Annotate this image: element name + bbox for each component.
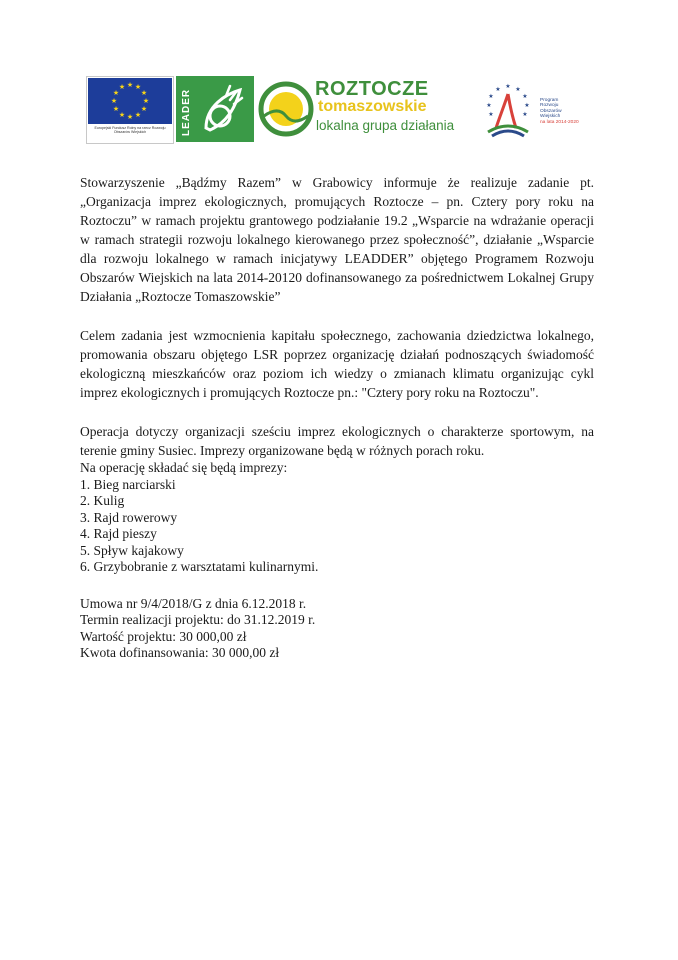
svg-text:★: ★ xyxy=(112,89,120,97)
logo-bar xyxy=(86,74,596,144)
funding-amount: Kwota dofinansowania: 30 000,00 zł xyxy=(80,645,280,660)
svg-text:★: ★ xyxy=(495,87,501,93)
prow-emblem-icon xyxy=(478,76,538,142)
lgd-title: ROZTOCZE xyxy=(315,78,429,100)
svg-text:★: ★ xyxy=(140,105,148,113)
svg-text:★: ★ xyxy=(486,103,492,109)
project-value: Wartość projektu: 30 000,00 zł xyxy=(80,628,247,644)
prow-logo xyxy=(478,76,596,142)
svg-text:★: ★ xyxy=(488,112,494,118)
operation-paragraph: Operacja dotyczy organizacji sześciu imprez ekologicznych o charakterze sportowym, na terenie gminy Susiec. Imprezy organizowane będą w różnych porach roku. xyxy=(80,424,594,458)
contract-number: Umowa nr 9/4/2018/G z dnia 6.12.2018 r. xyxy=(80,595,307,611)
svg-text:★: ★ xyxy=(142,97,150,105)
svg-text:★: ★ xyxy=(522,112,528,118)
document-body xyxy=(80,173,594,662)
list-item: 2. Kulig xyxy=(80,493,125,508)
svg-text:★: ★ xyxy=(134,111,142,119)
list-item: 4. Rajd pieszy xyxy=(80,526,157,541)
prow-line: Wiejskich xyxy=(540,114,561,120)
prow-line: Program xyxy=(540,98,559,103)
prow-line: Rozwoju xyxy=(540,103,559,109)
svg-text:★: ★ xyxy=(488,94,494,100)
eu-flag xyxy=(88,78,172,124)
leader-logo-text: LEADER xyxy=(181,88,192,136)
lgd-subtitle: tomaszowskie xyxy=(318,98,427,115)
project-details xyxy=(80,596,594,662)
sun-emblem-icon xyxy=(258,76,314,142)
eu-stars-icon xyxy=(111,81,149,121)
svg-text:★: ★ xyxy=(112,105,120,113)
svg-text:★: ★ xyxy=(140,89,148,97)
lgd-roztocze-logo xyxy=(258,76,466,142)
project-deadline: Termin realizacji projektu: do 31.12.2019 r. xyxy=(80,612,316,627)
intro-paragraph: Stowarzyszenie „Bądźmy Razem” w Grabowicy informuje że realizuje zadanie pt. „Organizacja imprez ekologicznych, promujących Roztocze – pn. Cztery pory roku na Roztoczu” w ramach projektu grantowego podziałanie 19.2 „Wsparcie na wdrażanie operacji w ramach strategii rozwoju lokalnego kierowanego przez społeczność”, działanie „Wsparcie dla rozwoju lokalnego w ramach inicjatywy LEADDER” objętego Programem Rozwoju Obszarów Wiejskich na lata 2014-20120 dofinansowanego za pośrednictwem Lokalnej Grupy Działania „Roztocze Tomaszowskie” xyxy=(80,175,594,304)
svg-text:★: ★ xyxy=(126,113,134,121)
events-list xyxy=(80,477,594,576)
eu-logo xyxy=(86,76,174,144)
svg-text:★: ★ xyxy=(110,97,118,105)
svg-text:★: ★ xyxy=(118,111,126,119)
svg-text:★: ★ xyxy=(515,87,521,93)
svg-text:★: ★ xyxy=(134,83,142,91)
leader-logo xyxy=(176,76,254,142)
prow-line: Obszarów xyxy=(540,108,562,114)
lgd-tagline: lokalna grupa działania xyxy=(316,118,455,133)
list-item: 5. Spływ kajakowy xyxy=(80,542,184,558)
svg-text:★: ★ xyxy=(522,94,528,100)
list-item: 6. Grzybobranie z warsztatami kulinarnymi. xyxy=(80,559,319,574)
list-item: 1. Bieg narciarski xyxy=(80,476,176,492)
svg-text:★: ★ xyxy=(118,83,126,91)
prow-logo-text xyxy=(540,98,579,125)
svg-text:★: ★ xyxy=(505,84,511,90)
prow-line: na lata 2014-2020 xyxy=(540,119,579,125)
svg-text:★: ★ xyxy=(126,81,134,89)
goal-paragraph: Celem zadania jest wzmocnienia kapitału społecznego, zachowania dziedzictwa lokalnego, promowania obszaru objętego LSR poprzez organizację działań podnoszących świadomość ekologiczną mieszkańców oraz poziom ich wiedzy o zmianach klimatu organizując cykl imprez ekologicznych i promujących Roztocze pn.: "Cztery pory roku na Roztoczu". xyxy=(80,328,594,400)
events-list-intro: Na operację składać się będą imprezy: xyxy=(80,460,288,475)
eu-logo-caption: Europejski Fundusz Rolny na rzecz Rozwoju Obszarów Wiejskich xyxy=(94,126,166,135)
svg-text:★: ★ xyxy=(524,103,530,109)
list-item: 3. Rajd rowerowy xyxy=(80,509,178,525)
